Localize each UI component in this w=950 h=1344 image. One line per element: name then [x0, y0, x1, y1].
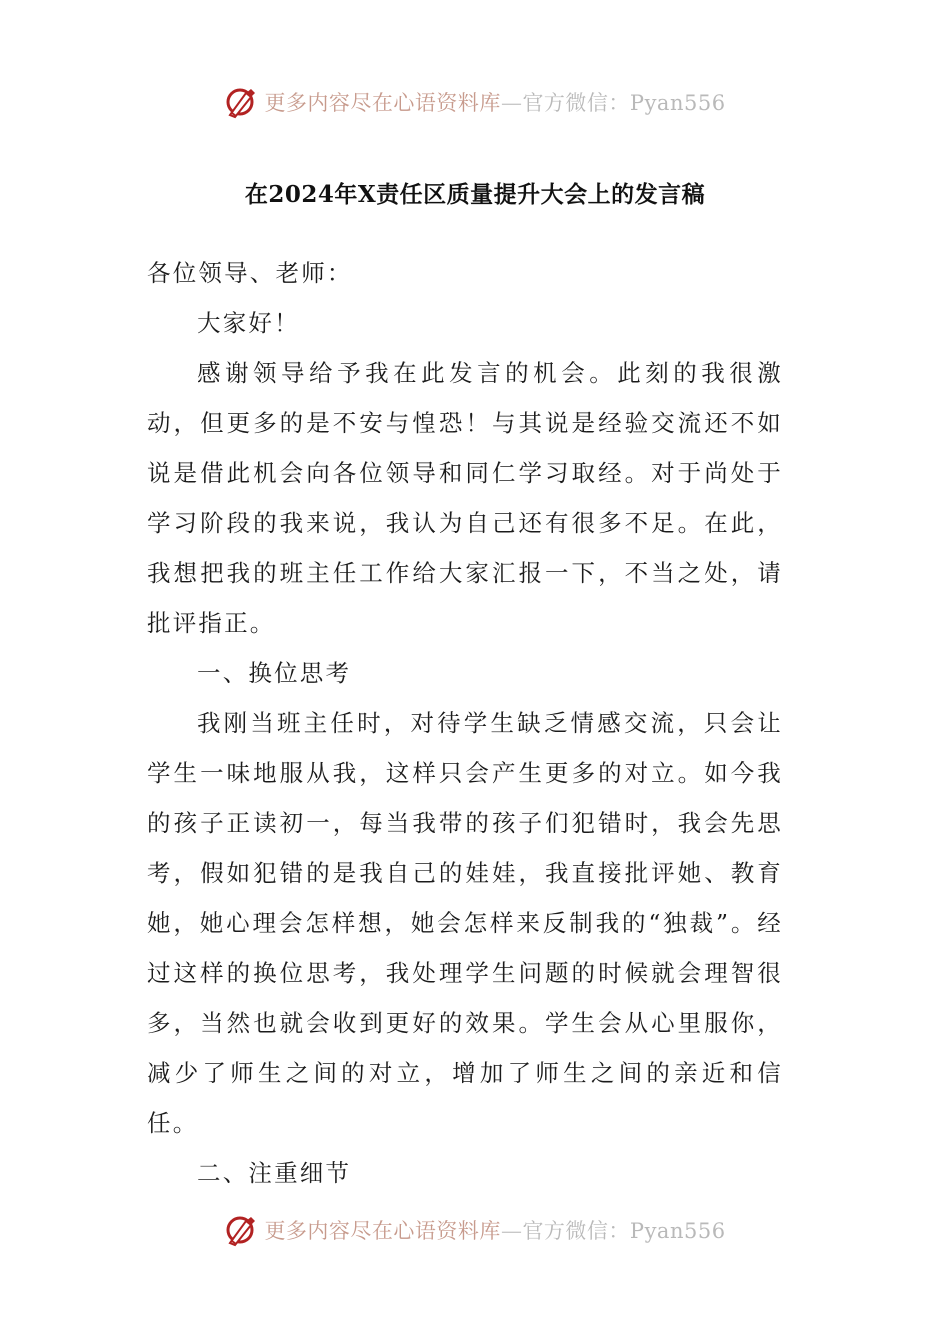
header-watermark: [0, 80, 950, 124]
watermark-suffix: 官方微信：Pyan556: [522, 1219, 726, 1243]
document-body: [147, 248, 783, 1198]
salutation: 各位领导、老师：: [147, 259, 353, 287]
watermark-prefix: 更多内容尽在心语资料库: [264, 1219, 501, 1243]
footer-watermark: [0, 1208, 950, 1252]
watermark-separator: —: [500, 91, 523, 115]
document-title: 在2024年X责任区质量提升大会上的发言稿: [244, 181, 706, 208]
paragraph-section-1: 我刚当班主任时，对待学生缺乏情感交流，只会让学生一味地服从我，这样只会产生更多的对立。如今我的孩子正读初一，每当我带的孩子们犯错时，我会先思考，假如犯错的是我自己的娃娃，我直接批评她、教育她，她心理会怎样想，她会怎样来反制我的“独裁”。经过这样的换位思考，我处理学生问题的时候就会理智很多，当然也就会收到更好的效果。学生会从心里服你，减少了师生之间的对立，增加了师生之间的亲近和信任。: [147, 709, 783, 1137]
watermark-text: [264, 1215, 725, 1245]
section-heading-1: 一、换位思考: [197, 659, 352, 687]
section-heading-2: 二、注重细节: [197, 1159, 352, 1187]
watermark-text: [264, 87, 725, 117]
pen-logo-icon: [224, 85, 258, 119]
watermark-separator: —: [500, 1219, 523, 1243]
watermark-suffix: 官方微信：Pyan556: [522, 91, 726, 115]
watermark-prefix: 更多内容尽在心语资料库: [264, 91, 501, 115]
paragraph-intro: 感谢领导给予我在此发言的机会。此刻的我很激动，但更多的是不安与惶恐！与其说是经验交流还不如说是借此机会向各位领导和同仁学习取经。对于尚处于学习阶段的我来说，我认为自己还有很多不足。在此，我想把我的班主任工作给大家汇报一下，不当之处，请批评指正。: [147, 359, 783, 637]
paragraph-greeting: 大家好！: [197, 309, 300, 337]
pen-logo-icon: [224, 1213, 258, 1247]
